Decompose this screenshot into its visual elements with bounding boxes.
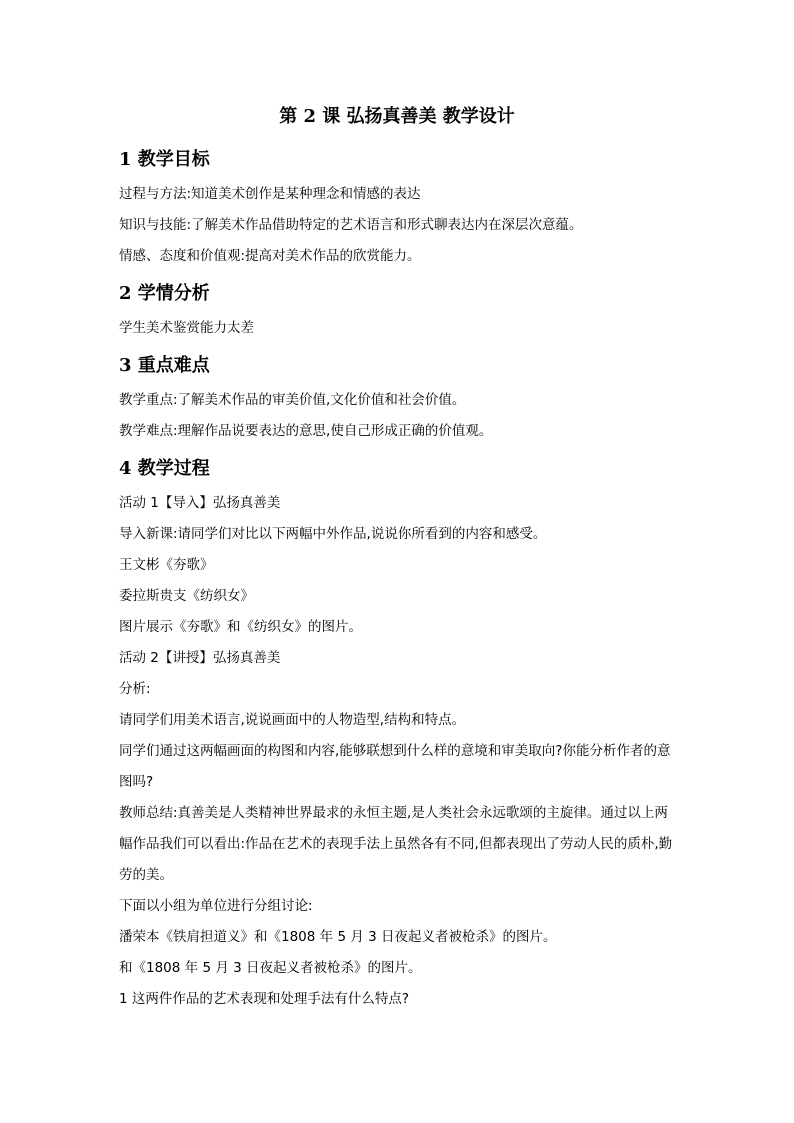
process-line: 图片展示《夯歌》和《纺织女》的图片。 bbox=[119, 619, 362, 635]
key-point-line: 教学难点:理解作品说要表达的意思,使自己形成正确的价值观。 bbox=[119, 423, 493, 439]
process-line: 和《1808 年 5 月 3 日夜起义者被枪杀》的图片。 bbox=[119, 960, 422, 976]
analysis-line: 学生美术鉴赏能力太差 bbox=[119, 320, 254, 336]
process-line: 王文彬《夯歌》 bbox=[119, 557, 214, 573]
process-line: 导入新课:请同学们对比以下两幅中外作品,说说你所看到的内容和感受。 bbox=[119, 526, 547, 542]
process-line: 委拉斯贵支《纺织女》 bbox=[119, 588, 254, 604]
process-paragraph: 教师总结:真善美是人类精神世界最求的永恒主题,是人类社会永远歌颂的主旋律。通过以上两幅作品我们可以看出:作品在艺术的表现手法上虽然各有不同,但都表现出了劳动人民的质朴,勤劳的美。 bbox=[119, 805, 673, 883]
document-title: 第 2 课 弘扬真善美 教学设计 bbox=[279, 106, 515, 127]
process-line: 活动 2【讲授】弘扬真善美 bbox=[119, 650, 281, 666]
section-heading-analysis: 2 学情分析 bbox=[119, 283, 210, 304]
section-heading-key-points: 3 重点难点 bbox=[119, 355, 210, 376]
section-heading-goals: 1 教学目标 bbox=[119, 149, 210, 170]
section-heading-process: 4 教学过程 bbox=[119, 458, 210, 479]
key-point-line: 教学重点:了解美术作品的审美价值,文化价值和社会价值。 bbox=[119, 392, 466, 408]
goal-line: 过程与方法:知道美术创作是某种理念和情感的表达 bbox=[119, 186, 421, 202]
process-line: 下面以小组为单位进行分组讨论: bbox=[119, 898, 313, 914]
process-paragraph: 同学们通过这两幅画面的构图和内容,能够联想到什么样的意境和审美取向?你能分析作者的意图吗? bbox=[119, 743, 671, 790]
process-line: 1 这两件作品的艺术表现和处理手法有什么特点? bbox=[119, 991, 410, 1007]
document-body bbox=[119, 145, 679, 1015]
goal-line: 知识与技能:了解美术作品借助特定的艺术语言和形式聊表达内在深层次意蕴。 bbox=[119, 217, 583, 233]
process-line: 潘荣本《铁肩担道义》和《1808 年 5 月 3 日夜起义者被枪杀》的图片。 bbox=[119, 929, 557, 945]
process-line: 活动 1【导入】弘扬真善美 bbox=[119, 495, 281, 511]
process-line: 请同学们用美术语言,说说画面中的人物造型,结构和特点。 bbox=[119, 712, 466, 728]
process-line: 分析: bbox=[119, 681, 151, 697]
goal-line: 情感、态度和价值观:提高对美术作品的欣赏能力。 bbox=[119, 248, 421, 264]
